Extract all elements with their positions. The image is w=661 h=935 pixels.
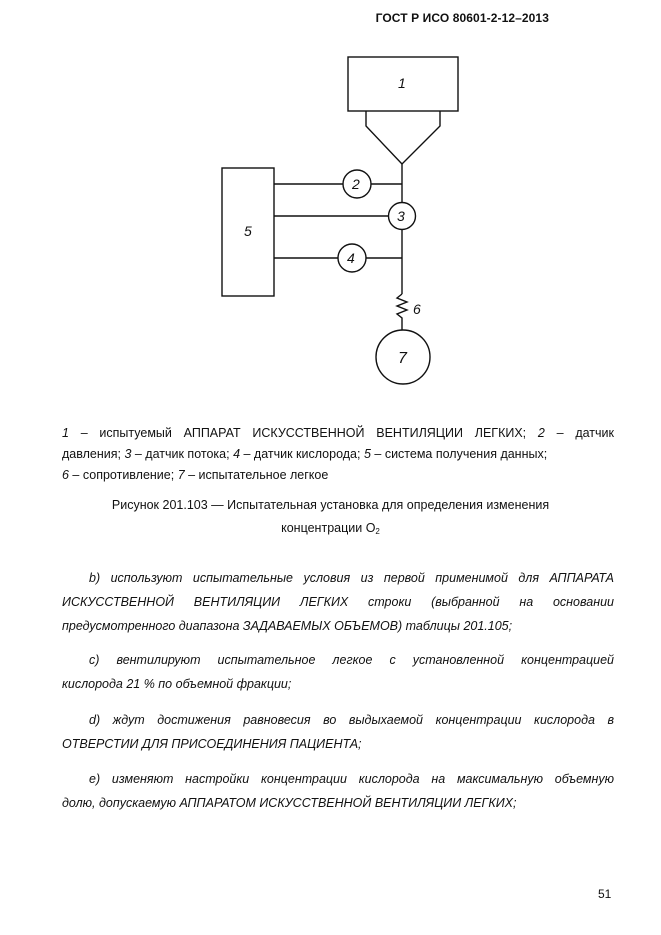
label-3: 3 — [397, 208, 405, 224]
figure-caption-line-1: Рисунок 201.103 — Испытательная установка для определения изменения — [111, 498, 550, 512]
label-2: 2 — [352, 176, 360, 192]
paragraph-d: d) ждут достижения равновесия во выдыхаемой концентрации кислорода в ОТВЕРСТИИ ДЛЯ ПРИСОЕДИНЕНИЯ ПАЦИЕНТА; — [62, 713, 614, 751]
label-5: 5 — [244, 223, 252, 239]
resistance-zigzag — [397, 294, 407, 330]
label-1: 1 — [398, 75, 406, 91]
ventilator-funnel — [366, 111, 440, 164]
paragraph-e: e) изменяют настройки концентрации кислорода на максимальную объемную долю, допускаемую АППАРАТОМ ИСКУССТВЕННОЙ ВЕНТИЛЯЦИИ ЛЕГКИХ; — [62, 772, 614, 810]
label-6: 6 — [413, 301, 421, 317]
legend-num-2: 2 — [537, 426, 545, 440]
label-4: 4 — [347, 250, 355, 266]
paragraph-b: b) используют испытательные условия из первой применимой для АППАРАТА ИСКУССТВЕННОЙ ВЕНТИЛЯЦИИ ЛЕГКИХ строки (выбранной на основании предусмотренного диапазона ЗАДАВАЕМЫХ ОБЪЕМОВ) таблицы 201.105; — [62, 571, 614, 633]
legend-line-2: давления; 3 – датчик потока; 4 – датчик кислорода; 5 – система получения данных; — [62, 447, 548, 461]
legend-line-3: 6 – сопротивление; 7 – испытательное легкое — [62, 468, 329, 482]
page-number: 51 — [598, 887, 612, 901]
legend-num-1: 1 — [62, 426, 69, 440]
figure-legend — [62, 423, 614, 486]
legend-line-1: 1 – испытуемый АППАРАТ ИСКУССТВЕННОЙ ВЕНТИЛЯЦИИ ЛЕГКИХ; 2 – датчик — [62, 426, 614, 440]
label-7: 7 — [398, 350, 407, 367]
figure-caption-line-2: концентрации $O_2$ — [281, 521, 380, 536]
test-setup-diagram — [0, 0, 661, 400]
subscript-2: 2 — [375, 527, 380, 536]
document-header: ГОСТ Р ИСО 80601-2-12–2013 — [375, 11, 549, 25]
paragraph-c: c) вентилируют испытательное легкое с установленной концентрацией кислорода 21 % по объемной фракции; — [62, 653, 614, 691]
